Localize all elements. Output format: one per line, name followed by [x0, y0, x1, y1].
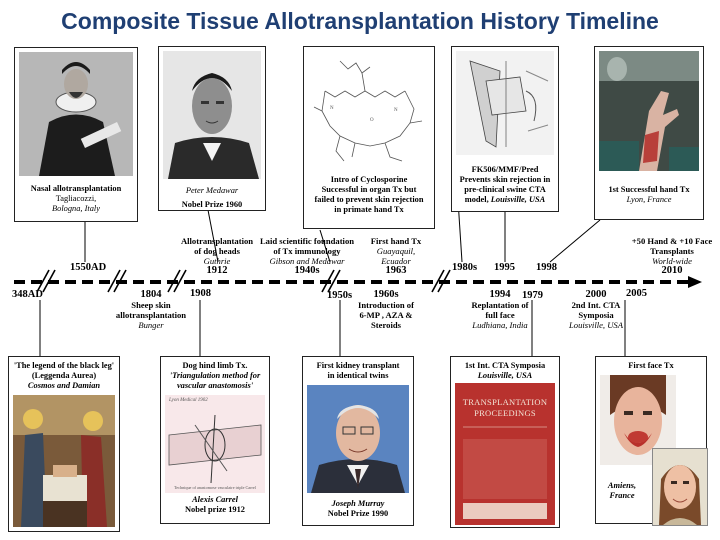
event-first-hand-place2: Ecuador	[381, 256, 411, 266]
svg-text:N: N	[394, 108, 398, 113]
event-first-hand-place1: Guayaquil,	[376, 246, 416, 256]
card-1st-symposia	[450, 356, 560, 528]
card-black-leg-line1: 'The legend of the black leg'	[13, 361, 115, 370]
card-cyclosporine-line3: failed to prevent skin rejection	[314, 195, 424, 204]
card-carrel-name: Alexis Carrel	[192, 495, 238, 504]
event-6mp-line2: 6-MP , AZA &	[359, 310, 413, 320]
event-sheep-skin-line2: allotransplantation	[115, 310, 187, 320]
card-carrel-line2: 'Triangulation method for	[169, 371, 261, 380]
painting-cosmas-damian	[13, 395, 115, 527]
portrait-murray	[307, 385, 409, 493]
card-fk506-line4: model,	[464, 195, 489, 204]
event-dog-heads-year: 1912	[206, 265, 228, 276]
cyclosporine-structure	[310, 51, 430, 171]
event-immunology-author: Gibson and Medawar	[269, 256, 345, 266]
card-murray-prize: Nobel Prize 1990	[327, 509, 389, 518]
timeline-arrowhead	[688, 276, 702, 288]
card-black-leg	[8, 356, 120, 532]
card-fk506-line1: FK506/MMF/Pred	[471, 165, 539, 174]
card-fk506-line2: Prevents skin rejection in	[459, 175, 551, 184]
year-1550ad: 1550AD	[70, 262, 107, 273]
card-murray-line2: in identical twins	[327, 371, 389, 380]
card-carrel-prize: Nobel prize 1912	[184, 505, 245, 514]
year-1980s: 1980s	[452, 262, 478, 273]
card-tagliacozzi	[14, 47, 138, 222]
event-sheep-skin-line1: Sheep skin	[131, 300, 171, 310]
anastomosis-figure	[165, 395, 265, 493]
card-cyclosporine-line1: Intro of Cyclosporine	[330, 175, 408, 184]
year-1979: 1979	[522, 290, 543, 301]
event-sheep-skin-year: 1804	[140, 289, 162, 300]
hand-transplant-photo	[599, 51, 699, 171]
card-first-hand-place: Lyon, France	[626, 195, 672, 204]
card-black-leg-authors: Cosmos and Damian	[27, 381, 101, 390]
face-recipient-photo	[652, 448, 708, 526]
svg-text:N: N	[330, 106, 334, 111]
event-first-hand-line1: First hand Tx	[370, 236, 422, 246]
event-dog-heads	[172, 236, 262, 276]
card-first-face-city: Amiens,	[607, 481, 637, 490]
year-1995: 1995	[494, 262, 515, 273]
card-1st-symposia-place: Louisville, USA	[477, 371, 533, 380]
card-carrel	[160, 356, 270, 524]
event-face-replant	[460, 290, 540, 330]
event-face-replant-line2: full face	[485, 310, 515, 320]
card-first-hand	[594, 46, 704, 220]
card-tagliacozzi-line1: Nasal allotransplantation	[30, 184, 122, 193]
year-348ad: 348AD	[12, 289, 43, 300]
event-face-replant-place: Ludhiana, India	[472, 320, 528, 330]
event-sheep-skin-author: Bunger	[138, 320, 164, 330]
journal-cover	[455, 383, 555, 525]
swine-model-illustration	[456, 51, 554, 155]
svg-text:O: O	[370, 118, 374, 123]
card-cyclosporine	[303, 46, 435, 229]
page-title: Composite Tissue Allotransplantation History Timeline	[61, 8, 659, 34]
card-carrel-line1: Dog hind limb Tx.	[182, 361, 248, 370]
card-carrel-line3: vascular anastomosis'	[176, 381, 254, 390]
card-black-leg-line2: (Leggenda Aurea)	[31, 371, 97, 380]
event-dog-heads-line1: Allotransplantation	[180, 236, 254, 246]
event-first-hand-year: 1963	[385, 265, 407, 276]
card-first-face-line1: First face Tx	[628, 361, 674, 370]
card-fk506-line3: pre-clinical swine CTA	[464, 185, 546, 194]
event-worldwide-year: 2010	[661, 265, 683, 276]
card-medawar-name: Peter Medawar	[185, 186, 239, 195]
event-2nd-symposia-line1: 2nd Int. CTA	[571, 300, 621, 310]
event-immunology	[252, 236, 362, 276]
portrait-medawar	[163, 51, 261, 179]
anastomosis-figure-note: Technique of anastomose vasculaire triple Carrel	[174, 485, 256, 490]
card-1st-symposia-line1: 1st Int. CTA Symposia	[464, 361, 546, 370]
card-murray-line1: First kidney transplant	[316, 361, 400, 370]
card-cyclosporine-line2: Successful in organ Tx but	[321, 185, 417, 194]
event-6mp-line3: Steroids	[371, 320, 401, 330]
event-immunology-year: 1940s	[294, 265, 320, 276]
card-fk506-place: Louisville, USA	[490, 195, 546, 204]
year-1908: 1908	[190, 288, 211, 299]
year-2005: 2005	[626, 288, 647, 299]
card-first-hand-line1: 1st Successful hand Tx	[608, 185, 690, 194]
anastomosis-figure-caption: Lyon Medical 1902	[169, 398, 208, 403]
event-worldwide-place: World-wide	[652, 256, 692, 266]
event-immunology-line2: of Tx immunology	[273, 246, 341, 256]
card-medawar-prize: Nobel Prize 1960	[181, 200, 243, 209]
event-6mp-year: 1960s	[373, 289, 399, 300]
event-dog-heads-line2: of dog heads	[194, 246, 240, 256]
event-2nd-symposia-line2: Symposia	[578, 310, 614, 320]
event-worldwide-line2: Transplants	[650, 246, 694, 256]
event-first-hand	[354, 236, 438, 276]
year-1998: 1998	[536, 262, 557, 273]
card-first-face-country: France	[609, 491, 635, 500]
event-2nd-symposia-place: Louisville, USA	[569, 320, 623, 330]
card-murray	[302, 356, 414, 526]
event-worldwide-line1: +50 Hand & +10 Face	[631, 236, 713, 246]
portrait-tagliacozzi	[19, 52, 133, 176]
card-cyclosporine-line4: in primate hand Tx	[334, 205, 404, 214]
card-murray-name: Joseph Murray	[331, 499, 385, 508]
card-medawar	[158, 46, 266, 211]
card-fk506	[451, 46, 559, 212]
card-tagliacozzi-line2: Tagliacozzi,	[55, 194, 97, 203]
event-dog-heads-author: Guthrie	[203, 256, 231, 266]
event-2nd-symposia	[558, 290, 634, 330]
card-tagliacozzi-place: Bologna, Italy	[52, 204, 100, 213]
year-1950s: 1950s	[327, 290, 353, 301]
event-worldwide	[626, 236, 718, 276]
event-6mp	[348, 290, 424, 330]
event-sheep-skin	[112, 290, 190, 330]
journal-title: TRANSPLANTATION PROCEEDINGS	[462, 397, 548, 418]
event-6mp-line1: Introduction of	[358, 300, 414, 310]
event-face-replant-line1: Replantation of	[471, 300, 529, 310]
event-2nd-symposia-year: 2000	[585, 289, 607, 300]
event-immunology-line1: Laid scientific foundation	[259, 236, 355, 246]
event-face-replant-year: 1994	[489, 289, 511, 300]
